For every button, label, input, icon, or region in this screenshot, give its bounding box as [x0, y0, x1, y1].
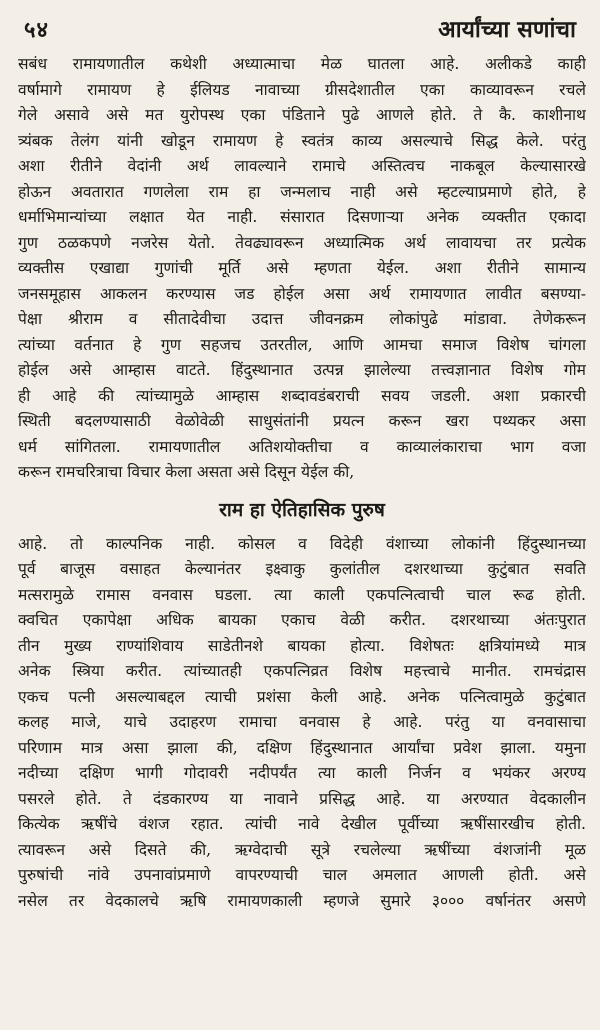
text-line: धर्म सांगितला. रामायणातील अतिशयोक्तीचा व काव्यालंकाराचा भाग वजा — [18, 437, 586, 456]
text-line: ही आहे की त्यांच्यामुळे आम्हास शब्दावडंबराची सवय जडली. अशा प्रकारची — [18, 386, 586, 405]
text-line: पेक्षा श्रीराम व सीतादेवीचा उदात्त जीवनक्रम लोकांपुढे मांडावा. तेणेकरून — [18, 310, 586, 328]
running-title: आर्यांच्या सणांचा — [438, 16, 576, 43]
paragraph-1 — [18, 52, 586, 486]
text-line: नसेल तर वेदकालचे ऋषि रामायणकाली म्हणजे सुमारे ३००० वर्षानंतर असणे — [18, 891, 586, 910]
text-line: होईल असे आम्हास वाटते. हिंदुस्थानात उत्पन्न झालेल्या तत्त्वज्ञानात विशेष गोम — [18, 361, 586, 379]
text-line: जनसमूहास आकलन करण्यास जड होईल असा अर्थ रामायणात लावीत बसण्या- — [18, 284, 586, 303]
text-line: धर्माभिमान्यांच्या लक्षात येत नाही. संसारात दिसणाऱ्या अनेक व्यक्तीत एकादा — [18, 208, 586, 226]
text-line: तीन मुख्य राण्यांशिवाय साडेतीनशे बायका होत्या. विशेषतः क्षत्रियांमध्ये मात्र — [18, 636, 586, 655]
text-line: नदीच्या दक्षिण भागी गोदावरी नदीपर्यंत त्या काली निर्जन व भयंकर अरण्य — [18, 764, 586, 782]
page-number: ५४ — [24, 17, 49, 43]
text-line: अनेक स्त्रिया करीत. त्यांच्यातही एकपत्निव्रत विशेष महत्त्वाचे मानीत. रामचंद्रास — [18, 662, 586, 680]
text-line: क्वचित एकापेक्षा अधिक बायका एकाच वेळी करीत. दशरथाच्या अंतःपुरात — [18, 611, 586, 629]
paragraph-2 — [18, 532, 586, 915]
text-line: एकच पत्नी असल्याबद्दल त्याची प्रशंसा केली आहे. अनेक पत्नित्वामुळे कुटुंबात — [18, 687, 586, 706]
text-line: सबंध रामायणातील कथेशी अध्यात्माचा मेळ घातला आहे. अलीकडे काही — [18, 55, 586, 73]
text-line: होऊन अवतारात गणलेला राम हा जन्मलाच नाही असे म्हटल्याप्रमाणे होते, हे — [18, 182, 586, 201]
text-line: अशा रीतीने वेदांनी अर्थ लावल्याने रामाचे अस्तित्वच नाकबूल केल्यासारखे — [18, 157, 586, 175]
text-line: पूर्व बाजूस वसाहत केल्यानंतर इक्ष्वाकु कुलांतील दशरथाच्या कुटुंबात सवति — [18, 560, 586, 578]
text-line: त्यांच्या वर्तनात हे गुण सहजच उतरतील, आणि आमचा समाज विशेष चांगला — [18, 335, 586, 354]
text-line: आहे. तो काल्पनिक नाही. कोसल व विदेही वंशाच्या लोकांनी हिंदुस्थानच्या — [18, 534, 586, 553]
section-heading: राम हा ऐतिहासिक पुरुष — [219, 498, 385, 521]
text-line: कलह माजे, याचे उदाहरण रामाचा वनवास हे आहे. परंतु या वनवासाचा — [18, 713, 586, 731]
text-line: त्यावरून असे दिसते की, ऋग्वेदाची सूत्रे रचलेल्या ऋषींच्या वंशजांनी मूळ — [18, 840, 586, 859]
text-line: व्यक्तीस एखाद्या गुणांची मूर्ति असे म्हणता येईल. अशा रीतीने सामान्य — [18, 259, 586, 277]
text-line: करून रामचरित्राचा विचार केला असता असे दिसून येईल की, — [18, 463, 355, 481]
text-line: कित्येक ऋषींचे वंशज रहात. त्यांची नावे देखील पूर्वीच्या ऋषींसारखीच होती. — [18, 815, 586, 833]
text-line: पुरुषांची नांवे उपनावांप्रमाणे वापरण्याची चाल अमलात आणली होती. असे — [18, 866, 586, 884]
text-line: गेले असावे असे मत युरोपस्थ एका पंडिताने पुढे आणले होते. ते कै. काशीनाथ — [18, 106, 586, 124]
text-line: त्र्यंबक तेलंग यांनी खोडून रामायण हे स्वतंत्र काव्य असल्याचे सिद्ध केले. परंतु — [18, 131, 586, 150]
text-line: मत्सरामुळे रामास वनवास घडला. त्या काली एकपत्नित्वाची चाल रूढ होती. — [18, 585, 586, 604]
text-line: स्थिती बदलण्यासाठी वेळोवेळी साधुसंतांनी प्रयत्न करून खरा पथ्यकर असा — [18, 412, 586, 430]
text-line: पसरले होते. ते दंडकारण्य या नावाने प्रसिद्ध आहे. या अरण्यात वेदकालीन — [18, 789, 586, 808]
text-line: वर्षामागे रामायण हे ईलियड नावाच्या ग्रीसदेशातील एका काव्यावरून रचले — [18, 80, 586, 99]
text-line: गुण ठळकपणे नजरेस येतो. तेवढ्यावरून अध्यात्मिक अर्थ लावायचा तर प्रत्येक — [18, 233, 586, 252]
page-header — [18, 10, 586, 44]
text-line: परिणाम मात्र असा झाला की, दक्षिण हिंदुस्थानात आर्यांचा प्रवेश झाला. यमुना — [18, 738, 586, 757]
